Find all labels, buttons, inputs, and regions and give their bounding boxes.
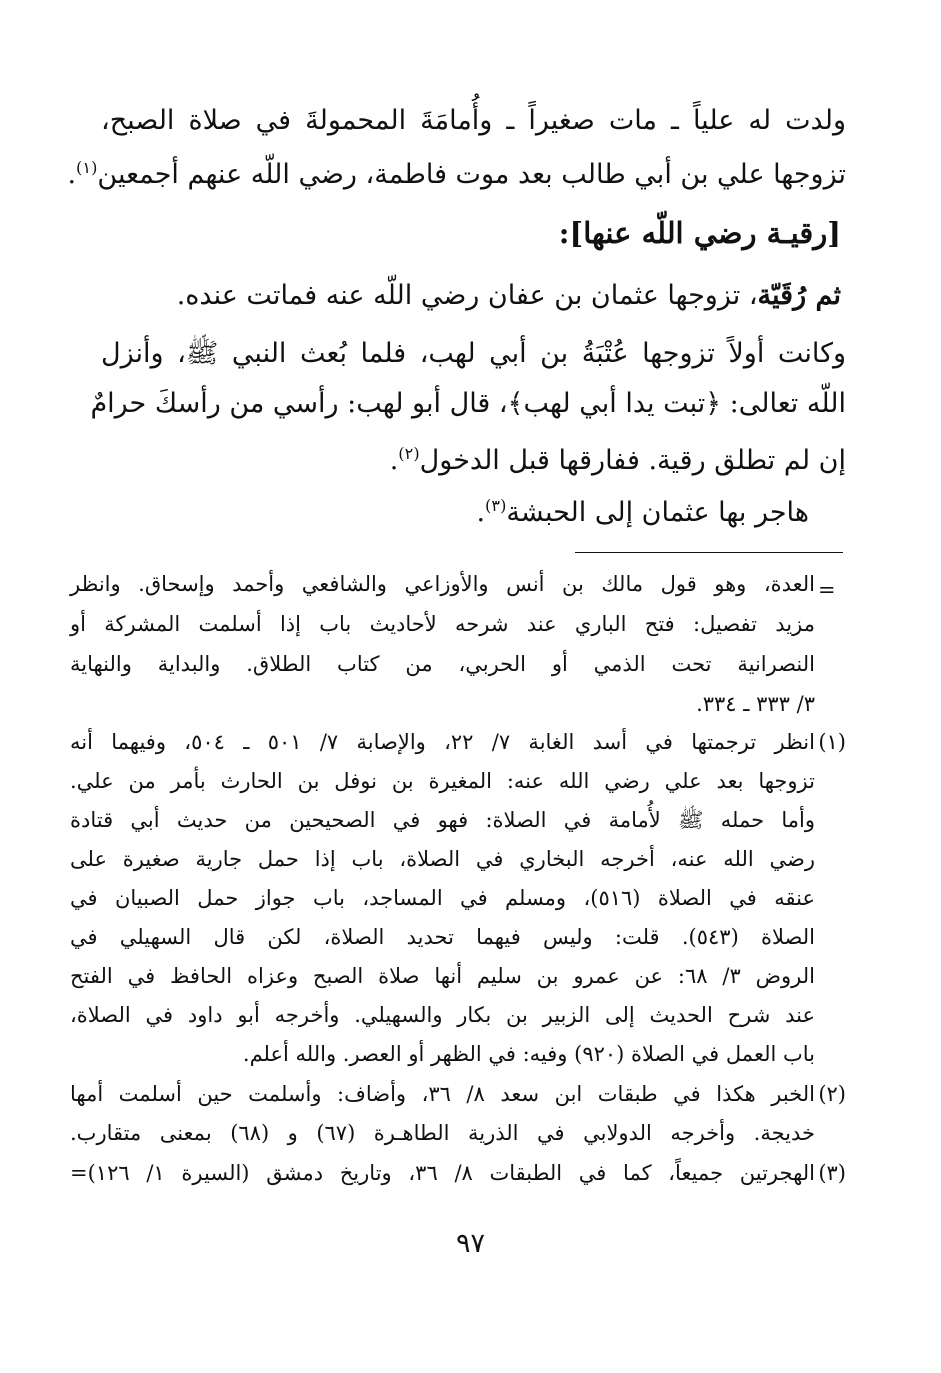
- footnote-label: (١): [818, 730, 846, 754]
- main-line-6: [390, 428, 846, 487]
- footnote-separator: [575, 552, 843, 553]
- name-lead: ثم رُقَيّة: [757, 280, 841, 311]
- footnote-1-line: وأما حمله ﷺ لأُمامة في الصلاة: فهو في الصحيحين من حديث أبي قتادة: [70, 808, 815, 832]
- main-line-2: [67, 142, 846, 201]
- footnote-ref: (٢): [398, 444, 420, 463]
- footnote-1-line: باب العمل في الصلاة (٩٢٠) وفيه: في الظهر أو العصر. والله أعلم.: [242, 1042, 815, 1066]
- footnote-label: (٢): [818, 1082, 846, 1106]
- main-line-7: [476, 480, 809, 539]
- footnote-1-line: رضي الله عنه، أخرجه البخاري في الصلاة، باب إذا حمل جارية صغيرة على: [70, 847, 815, 871]
- main-text: ولدت له علياً ـ مات صغيراً ـ وأُمامَةَ المحمولةَ في صلاة الصبح،: [101, 105, 846, 136]
- footnote-2-line: الخبر هكذا في طبقات ابن سعد ٨/ ٣٦، وأضاف: وأسلمت حين أسلمت أمها: [70, 1082, 815, 1106]
- main-line-3: [177, 270, 841, 322]
- main-line-5: [90, 378, 846, 430]
- footnote-2-line: خديجة. وأخرجه الدولابي في الذرية الطاهـرة (٦٧) و (٦٨) بمعنى متقارب.: [70, 1121, 815, 1145]
- main-text: .: [67, 159, 77, 190]
- main-text: .: [389, 445, 399, 476]
- main-text: وكانت أولاً تزوجها عُتْبَةُ بن أبي لهب، فلما بُعث النبي ﷺ، وأنزل: [101, 338, 846, 369]
- main-text: هاجر بها عثمان إلى الحبشة: [506, 497, 809, 528]
- footnote-label: (٣): [818, 1161, 846, 1185]
- footnote-1-line: الصلاة (٥٤٣). قلت: وليس فيهما تحديد الصلاة، لكن قال السهيلي في: [70, 925, 815, 949]
- section-heading: [رقيـة رضي اللّه عنها]:: [558, 216, 841, 250]
- footnote-ref: (٣): [485, 496, 507, 515]
- main-text: إن لم تطلق رقية. ففارقها قبل الدخول: [419, 445, 846, 476]
- main-line-4: [101, 328, 846, 380]
- footnote-1-line: عنقه في الصلاة (٥١٦)، ومسلم في المساجد، باب جواز حمل الصبيان في: [70, 886, 815, 910]
- page-number: ٩٧: [455, 1228, 485, 1259]
- main-text: اللّه تعالى: ﴿تبت يدا أبي لهب﴾، قال أبو لهب: رأسي من رأسكَ حرامٌ: [90, 388, 846, 419]
- footnote-cont-line: العدة، وهو قول مالك بن أنس والأوزاعي والشافعي وأحمد وإسحاق. وانظر: [70, 572, 815, 596]
- footnote-1-line: انظر ترجمتها في أسد الغابة ٧/ ٢٢، والإصابة ٧/ ٥٠١ ـ ٥٠٤، وفيهما أنه: [70, 730, 815, 754]
- footnote-1-line: الروض ٣/ ٦٨: عن عمرو بن سليم أنها صلاة الصبح وعزاه الحافظ في الفتح: [70, 964, 815, 988]
- main-line-1: [101, 95, 846, 147]
- continuation-marker: =: [818, 578, 836, 602]
- footnote-cont-line: النصرانية تحت الذمي أو الحربي، من كتاب الطلاق. والبداية والنهاية: [70, 652, 815, 676]
- footnote-1-line: تزوجها بعد علي رضي الله عنه: المغيرة بن نوفل بن الحارث بأمر من علي.: [70, 769, 815, 793]
- footnote-cont-line: مزيد تفصيل: فتح الباري عند شرحه لأحاديث باب إذا أسلمت المشركة أو: [70, 612, 815, 636]
- main-text: .: [476, 497, 486, 528]
- footnote-ref: (١): [76, 158, 98, 177]
- main-text: تزوجها علي بن أبي طالب بعد موت فاطمة، رضي اللّه عنهم أجمعين: [97, 159, 846, 190]
- footnote-cont-line: ٣/ ٣٣٣ ـ ٣٣٤.: [696, 692, 815, 716]
- main-text: ، تزوجها عثمان بن عفان رضي اللّه عنه فماتت عنده.: [176, 280, 758, 311]
- footnote-1-line: عند شرح الحديث إلى الزبير بن بكار والسهيلي. وأخرجه أبو داود في الصلاة،: [70, 1003, 815, 1027]
- footnote-3-line: الهجرتين جميعاً، كما في الطبقات ٨/ ٣٦، وتاريخ دمشق (السيرة ١/ ١٢٦)=: [70, 1161, 815, 1185]
